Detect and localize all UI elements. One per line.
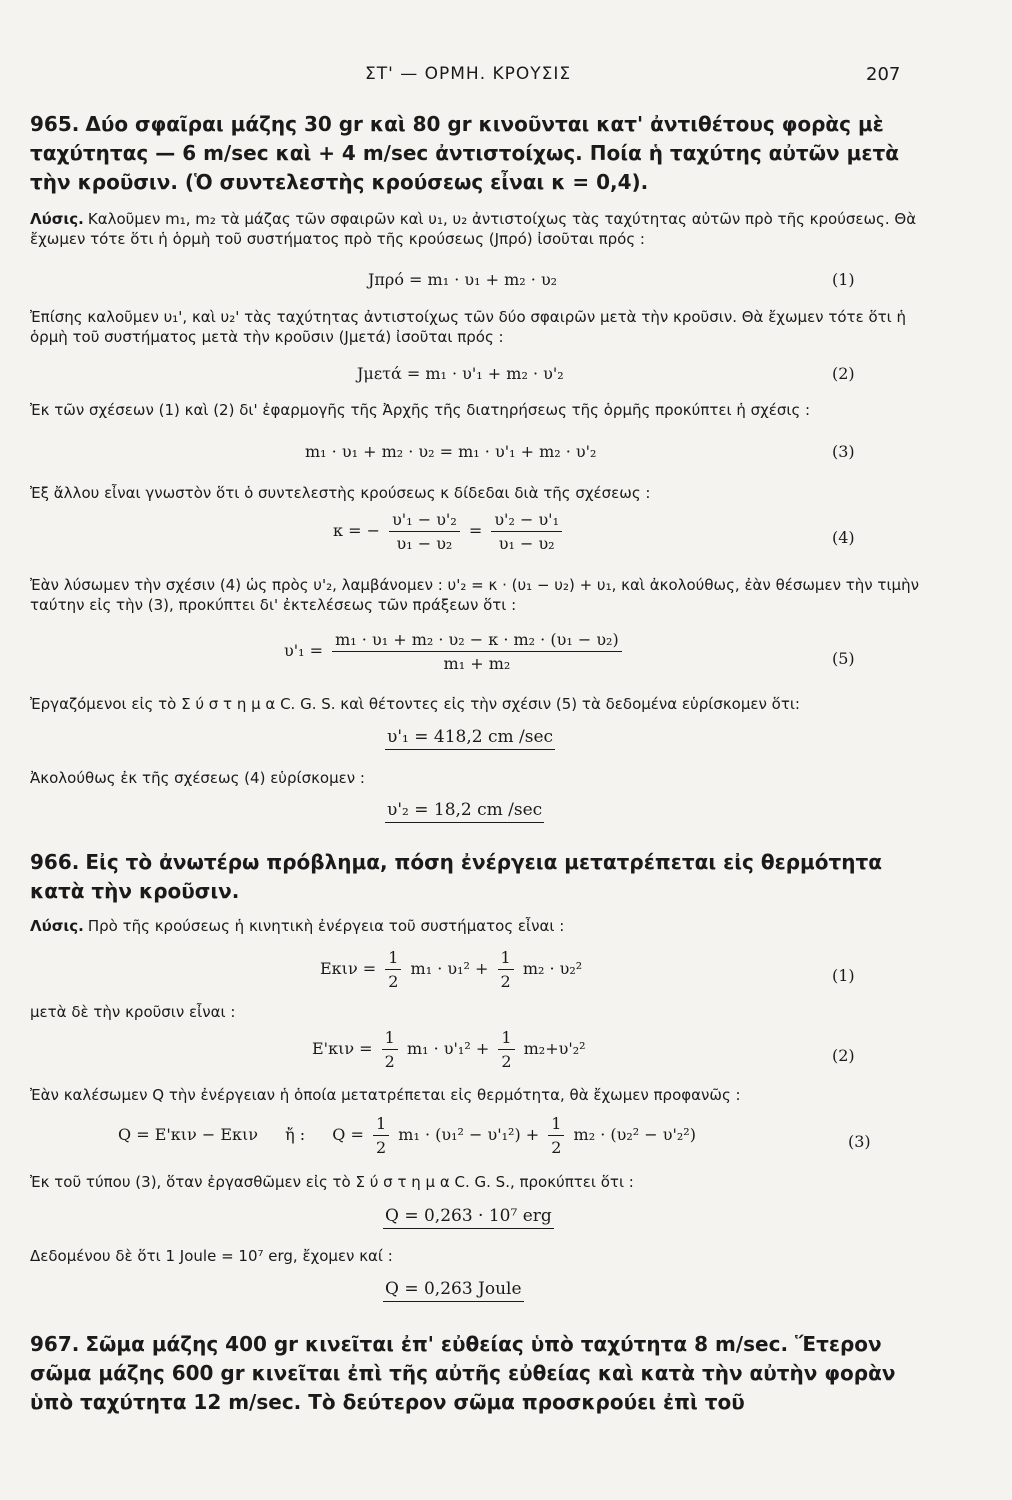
chapter-title: ΣΤ' — ΟΡΜΗ. ΚΡΟΥΣΙΣ <box>365 64 572 84</box>
equation-3: m₁ · υ₁ + m₂ · υ₂ = m₁ · υ'₁ + m₂ · υ'₂ <box>305 442 597 461</box>
or-separator: ἤ : <box>285 1125 306 1144</box>
equation-lhs: Eκιν = <box>320 959 377 978</box>
paragraph-text: Ἐὰν καλέσωμεν Q τὴν ἐνέργειαν ἡ ὁποία μετατρέπεται εἰς θερμότητα, θὰ ἔχωμεν προφανῶς : <box>30 1086 741 1104</box>
equation-2: Jμετά = m₁ · υ'₁ + m₂ · υ'₂ <box>357 364 564 383</box>
result-heat-joule: Q = 0,263 Joule <box>383 1279 524 1302</box>
equation-4 <box>333 510 566 553</box>
equation-lhs: Q = <box>332 1125 364 1144</box>
numerator: 1 <box>498 1028 514 1050</box>
denominator: 2 <box>384 1052 395 1071</box>
problem-967-statement <box>30 1330 930 1417</box>
solution-label: Λύσις. <box>30 210 84 228</box>
problem-text: Εἰς τὸ ἀνωτέρω πρόβλημα, πόση ἐνέργεια μετατρέπεται εἰς θερμότητα κατὰ τὴν κροῦσιν. <box>30 850 882 903</box>
equation-lhs: κ = − <box>333 521 380 540</box>
problem-text: Δύο σφαῖραι μάζης 30 gr καὶ 80 gr κινοῦνται κατ' ἀντιθέτους φορὰς μὲ ταχύτητας — 6 m/sec καὶ + 4 m/sec ἀντιστοίχως. Ποία ἡ ταχύτης αὐτῶν μετὰ τὴν κροῦσιν. (Ὁ συντελεστὴς κρούσεως εἶναι κ = 0,4). <box>30 112 899 194</box>
denominator: 2 <box>375 1138 387 1157</box>
paragraph-text: Πρὸ τῆς κρούσεως ἡ κινητικὴ ἐνέργεια τοῦ συστήματος εἶναι : <box>87 917 565 935</box>
denominator: υ₁ − υ₂ <box>396 534 453 553</box>
equation-1: Jπρό = m₁ · υ₁ + m₂ · υ₂ <box>368 270 558 289</box>
paragraph-text: Ἐὰν λύσωμεν τὴν σχέσιν (4) ὡς πρὸς υ'₂, λαμβάνομεν : υ'₂ = κ · (υ₁ − υ₂) + υ₁, καὶ ἀκολούθως, ἐὰν θέσωμεν τὴν τιμὴν ταύτην εἰς τὴν (3), προκύπτει δι' ἐκτελέσεως τῶν πράξεων ὅτι : <box>30 576 919 614</box>
paragraph-text: Ἀκολούθως ἐκ τῆς σχέσεως (4) εὑρίσκομεν : <box>30 769 365 787</box>
solution-label: Λύσις. <box>30 917 84 935</box>
solution-966-intro <box>30 916 925 936</box>
denominator: 2 <box>388 972 399 991</box>
fraction <box>498 1028 514 1071</box>
denominator: 2 <box>500 972 511 991</box>
solution-965-paragraph-2 <box>30 307 925 347</box>
solution-965-paragraph-4 <box>30 483 925 503</box>
term: m₂ · υ₂² <box>522 959 583 978</box>
paragraph-text: Δεδομένου δὲ ὅτι 1 Joule = 10⁷ erg, ἔχομεν καί : <box>30 1247 393 1265</box>
numerator: 1 <box>373 1114 389 1136</box>
fraction <box>548 1114 564 1157</box>
equation-number: (4) <box>832 528 855 547</box>
equation-number: (3) <box>848 1132 871 1151</box>
paragraph-text: Ἐργαζόμενοι εἰς τὸ Σ ύ σ τ η μ α C. G. S. καὶ θέτοντες εἰς τὴν σχέσιν (5) τὰ δεδομένα εὑρίσκομεν ὅτι: <box>30 695 800 713</box>
numerator: 1 <box>548 1114 564 1136</box>
term: m₂ · (υ₂² − υ'₂²) <box>573 1125 696 1144</box>
paragraph-text: Ἐκ τοῦ τύπου (3), ὅταν ἐργασθῶμεν εἰς τὸ Σ ύ σ τ η μ α C. G. S., προκύπτει ὅτι : <box>30 1173 634 1191</box>
paragraph-text: μετὰ δὲ τὴν κροῦσιν εἶναι : <box>30 1003 236 1021</box>
page-number: 207 <box>866 64 901 85</box>
solution-965-intro <box>30 209 925 249</box>
paragraph-text: Καλοῦμεν m₁, m₂ τὰ μάζας τῶν σφαιρῶν καὶ υ₁, υ₂ ἀντιστοίχως τὰς ταχύτητας αὐτῶν πρὸ τῆς κρούσεως. Θὰ ἔχωμεν τότε ὅτι ἡ ὁρμὴ τοῦ συστήματος πρὸ τῆς κρούσεως (Jπρό) ἰσοῦται πρός : <box>30 210 917 248</box>
numerator: υ'₂ − υ'₁ <box>491 510 562 532</box>
problem-number: 967. <box>30 1332 80 1356</box>
solution-965-paragraph-7 <box>30 768 925 788</box>
paragraph-text: Ἐπίσης καλοῦμεν υ₁', καὶ υ₂' τὰς ταχύτητας ἀντιστοίχως τῶν δύο σφαιρῶν μετὰ τὴν κροῦσιν. Θὰ ἔχωμεν τότε ὅτι ἡ ὁρμὴ τοῦ συστήματος μετὰ τὴν κροῦσιν (Jμετά) ἰσοῦται πρός : <box>30 308 907 346</box>
solution-965-paragraph-3 <box>30 400 925 420</box>
solution-965-paragraph-5 <box>30 575 925 615</box>
fraction <box>373 1114 389 1157</box>
solution-966-paragraph-2 <box>30 1002 925 1022</box>
equation-heat <box>118 1114 696 1157</box>
paragraph-text: Ἐκ τῶν σχέσεων (1) καὶ (2) δι' ἐφαρμογῆς τῆς Ἀρχῆς τῆς διατηρήσεως τῆς ὁρμῆς προκύπτει ἡ σχέσις : <box>30 401 811 419</box>
numerator: υ'₁ − υ'₂ <box>389 510 460 532</box>
paragraph-text: Ἐξ ἄλλου εἶναι γνωστὸν ὅτι ὁ συντελεστὴς κρούσεως κ δίδεδαι διὰ τῆς σχέσεως : <box>30 484 651 502</box>
solution-966-paragraph-5 <box>30 1246 925 1266</box>
equation-number: (3) <box>832 442 855 461</box>
equation-number: (5) <box>832 649 855 668</box>
equation-number: (2) <box>832 364 855 383</box>
fraction <box>382 1028 398 1071</box>
fraction <box>491 510 562 553</box>
problem-965-statement <box>30 110 930 197</box>
term: m₁ · υ₁² + <box>410 959 489 978</box>
term: m₁ · υ'₁² + <box>406 1039 490 1058</box>
denominator: υ₁ − υ₂ <box>498 534 555 553</box>
problem-number: 966. <box>30 850 80 874</box>
equation-lhs: E'κιν = <box>312 1039 373 1058</box>
fraction <box>332 630 622 673</box>
solution-965-paragraph-6 <box>30 694 925 714</box>
result-heat-erg: Q = 0,263 · 10⁷ erg <box>383 1206 554 1229</box>
result-velocity-1: υ'₁ = 418,2 cm /sec <box>385 727 555 750</box>
denominator: 2 <box>551 1138 562 1157</box>
term: m₁ · (υ₁² − υ'₁²) + <box>398 1125 540 1144</box>
equation-part: Q = E'κιν − Eκιν <box>118 1125 259 1144</box>
equation-kinetic-after <box>312 1028 586 1071</box>
term: m₂+υ'₂² <box>523 1039 586 1058</box>
page-header <box>0 62 1012 92</box>
problem-text: Σῶμα μάζης 400 gr κινεῖται ἐπ' εὐθείας ὑπὸ ταχύτητα 8 m/sec. Ἕτερον σῶμα μάζης 600 gr κινεῖται ἐπὶ τῆς αὐτῆς εὐθείας καὶ κατὰ τὴν αὐτὴν φορὰν ὑπὸ ταχύτητα 12 m/sec. Τὸ δεύτερον σῶμα προσκρούει ἐπὶ τοῦ <box>30 1332 896 1414</box>
equation-lhs: υ'₁ = <box>284 641 324 660</box>
equals-sign: = <box>468 521 483 540</box>
numerator: 1 <box>498 948 514 970</box>
equation-number: (2) <box>832 1046 855 1065</box>
denominator: 2 <box>501 1052 512 1071</box>
fraction <box>385 948 401 991</box>
fraction <box>389 510 460 553</box>
numerator: 1 <box>385 948 401 970</box>
equation-number: (1) <box>832 966 855 985</box>
problem-966-statement <box>30 848 930 906</box>
equation-number: (1) <box>832 270 855 289</box>
result-velocity-2: υ'₂ = 18,2 cm /sec <box>385 800 544 823</box>
equation-kinetic-before <box>320 948 582 991</box>
numerator: m₁ · υ₁ + m₂ · υ₂ − κ · m₂ · (υ₁ − υ₂) <box>332 630 622 652</box>
equation-5 <box>284 630 626 673</box>
solution-966-paragraph-3 <box>30 1085 925 1105</box>
problem-number: 965. <box>30 112 80 136</box>
solution-966-paragraph-4 <box>30 1172 925 1192</box>
denominator: m₁ + m₂ <box>443 654 511 673</box>
fraction <box>498 948 514 991</box>
numerator: 1 <box>382 1028 398 1050</box>
